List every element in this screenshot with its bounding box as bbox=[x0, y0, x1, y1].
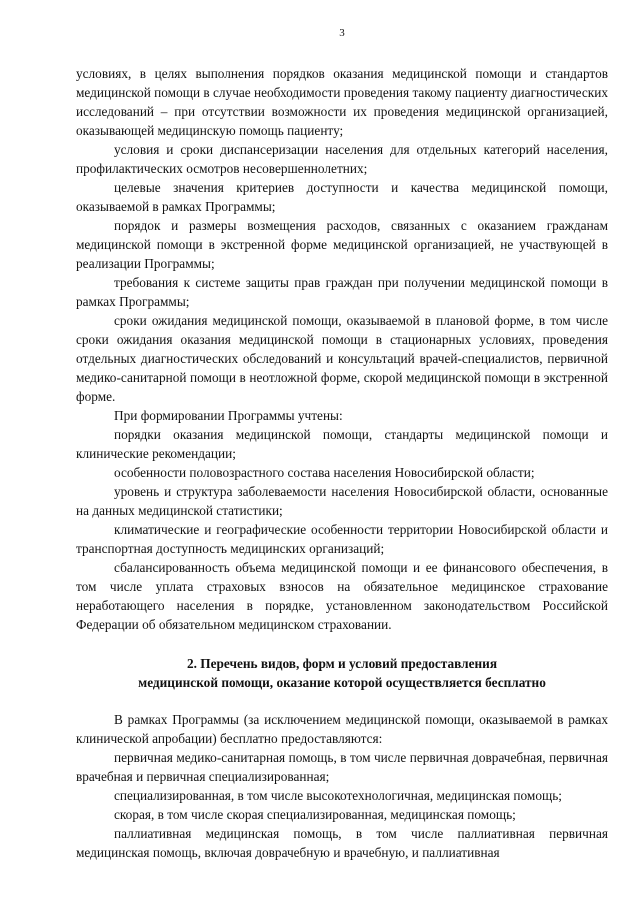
paragraph: специализированная, в том числе высокотехнологичная, медицинская помощь; bbox=[114, 788, 562, 803]
text-block-1 bbox=[76, 64, 608, 634]
paragraph: При формировании Программы учтены: bbox=[114, 408, 343, 423]
section-heading-line: медицинской помощи, оказание которой осуществляется бесплатно bbox=[138, 675, 546, 690]
paragraph: сроки ожидания медицинской помощи, оказываемой в плановой форме, в том числе сроки ожидания оказания медицинской помощи в стационарных условиях, проведения отдельных диагностических обследований и консультаций врачей-специалистов, первичной медико-санитарной помощи в неотложной форме, скорой медицинской помощи в экстренной форме. bbox=[76, 313, 608, 404]
text-block-2 bbox=[76, 710, 608, 862]
paragraph: порядок и размеры возмещения расходов, связанных с оказанием гражданам медицинской помощи в экстренной форме медицинской организацией, не участвующей в реализации Программы; bbox=[76, 218, 608, 271]
page-number: 3 bbox=[339, 27, 345, 39]
section-heading bbox=[76, 654, 608, 692]
paragraph: особенности половозрастного состава населения Новосибирской области; bbox=[114, 465, 535, 480]
paragraph: порядки оказания медицинской помощи, стандарты медицинской помощи и клинические рекомендации; bbox=[76, 427, 608, 461]
paragraph: уровень и структура заболеваемости населения Новосибирской области, основанные на данных медицинской статистики; bbox=[76, 484, 608, 518]
section-heading-line: 2. Перечень видов, форм и условий предоставления bbox=[186, 656, 498, 671]
paragraph: паллиативная медицинская помощь, в том числе паллиативная первичная медицинская помощь, включая доврачебную и врачебную, и паллиативная bbox=[76, 826, 608, 860]
paragraph: сбалансированность объема медицинской помощи и ее финансового обеспечения, в том числе уплата страховых взносов на обязательное медицинское страхование неработающего населения в порядке, установленном законодательством Российской Федерации об обязательном медицинском страховании. bbox=[76, 560, 608, 632]
paragraph: скорая, в том числе скорая специализированная, медицинская помощь; bbox=[114, 807, 516, 822]
paragraph: целевые значения критериев доступности и качества медицинской помощи, оказываемой в рамках Программы; bbox=[76, 180, 608, 214]
paragraph: первичная медико-санитарная помощь, в том числе первичная доврачебная, первичная врачебная и первичная специализированная; bbox=[76, 750, 608, 784]
paragraph: условиях, в целях выполнения порядков оказания медицинской помощи и стандартов медицинской помощи в случае необходимости проведения такому пациенту диагностических исследований – при отсутствии возможности их проведения медицинской организацией, оказывающей медицинскую помощь пациенту; bbox=[76, 66, 608, 138]
paragraph: климатические и географические особенности территории Новосибирской области и транспортная доступность медицинских организаций; bbox=[76, 522, 608, 556]
paragraph: требования к системе защиты прав граждан при получении медицинской помощи в рамках Программы; bbox=[76, 275, 608, 309]
paragraph: условия и сроки диспансеризации населения для отдельных категорий населения, профилактических осмотров несовершеннолетних; bbox=[76, 142, 608, 176]
paragraph: В рамках Программы (за исключением медицинской помощи, оказываемой в рамках клинической апробации) бесплатно предоставляются: bbox=[76, 712, 608, 746]
